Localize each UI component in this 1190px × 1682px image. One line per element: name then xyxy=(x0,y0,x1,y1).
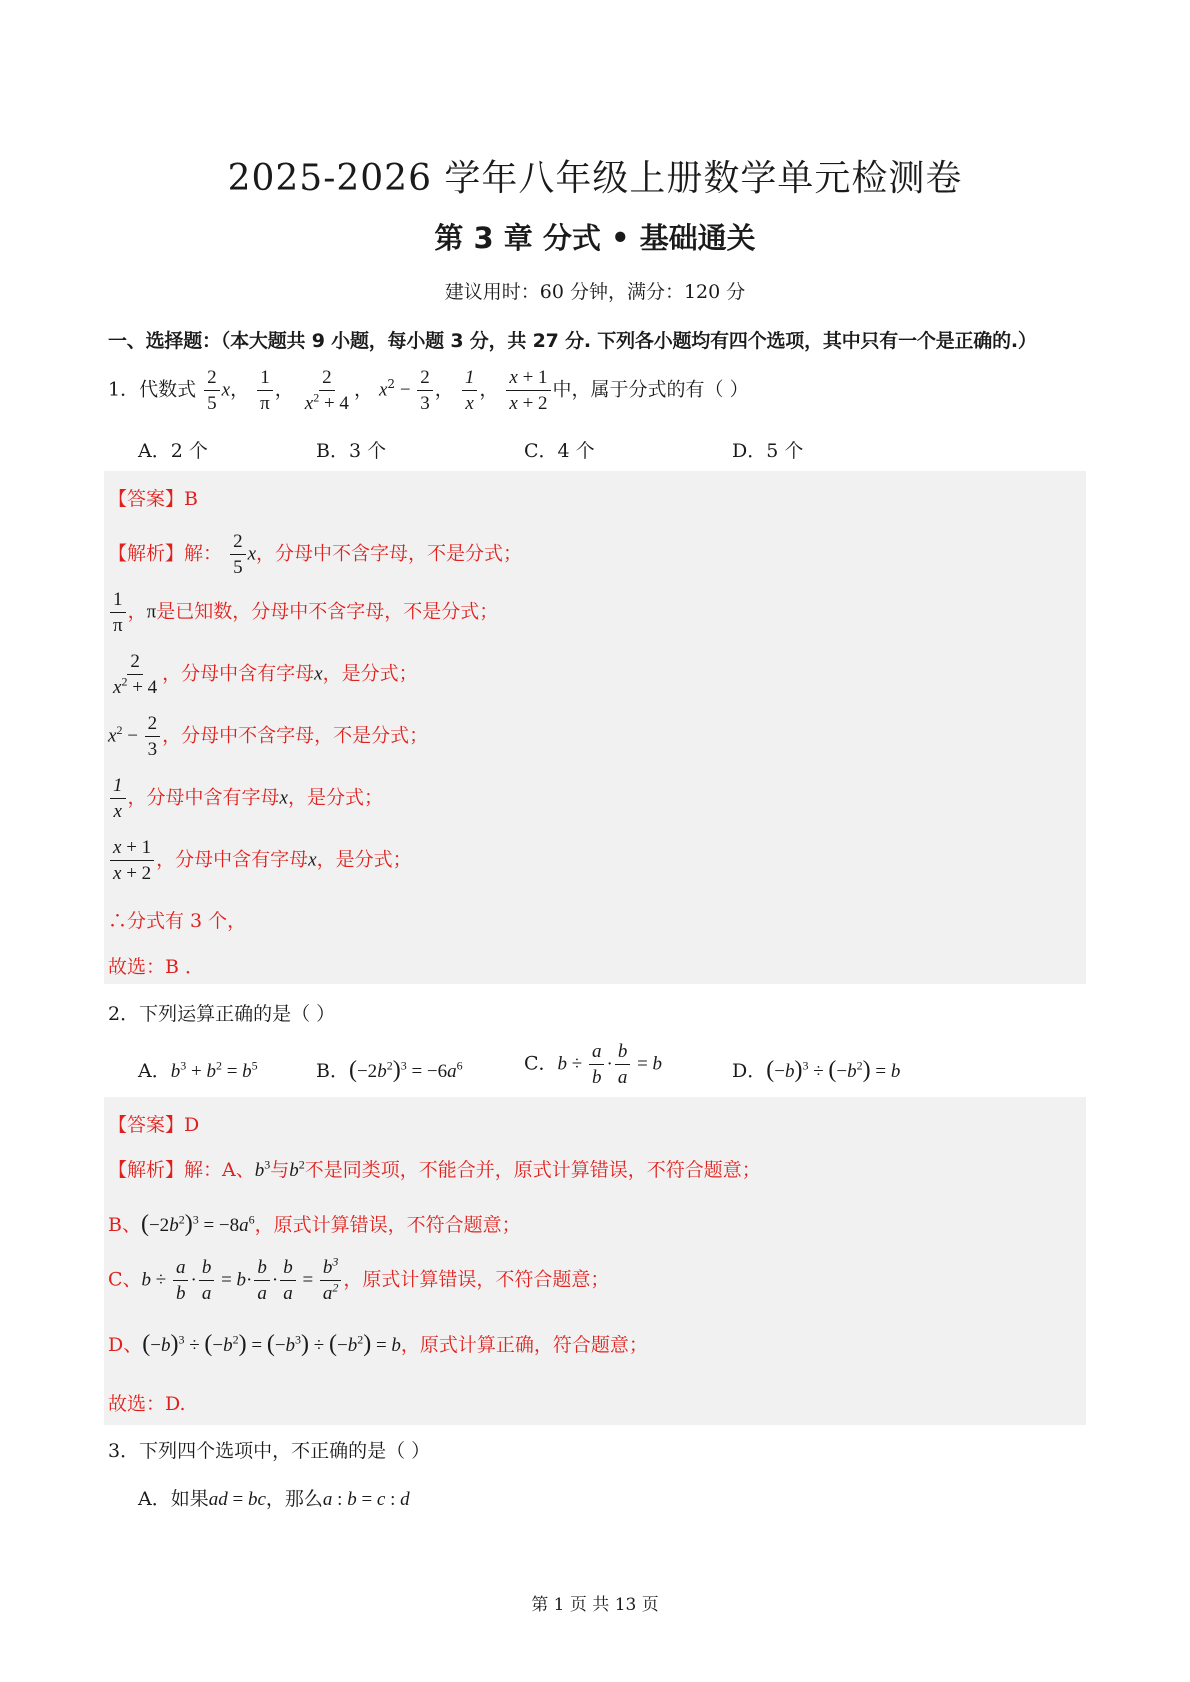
q1-option-a: A．2 个 xyxy=(138,440,208,462)
q1-option-b: B．3 个 xyxy=(316,440,387,462)
q3-option-a: A．如果ad = bc，那么a : b = c : d xyxy=(138,1488,410,1510)
q2-option-a: A．$b^3 + b^2 = b^5$ xyxy=(138,1058,258,1082)
q1-final-choice: 故选：B ． xyxy=(108,956,205,978)
q1-analysis-line-4: $x^2$ − $\frac{2}{3}$ ，分母中不含字母，不是分式； xyxy=(108,713,429,760)
q2-analysis-line-d: D、$(-b)^3 \div (-b^2) = (-b^3) \div (-b^2) = b$，原式计算正确，符合题意； xyxy=(108,1331,648,1357)
q1-analysis-line-3: $\frac{2}{x^2 + 4}$ ，分母中含有字母x，是分式； xyxy=(113,651,418,698)
q1-analysis-line-2: $\frac{1}{\pi}$ ，π是已知数，分母中不含字母，不是分式； xyxy=(108,590,498,635)
question-2-stem: 2．下列运算正确的是（ ） xyxy=(108,1003,336,1025)
question-suffix: 中，属于分式的有（ ） xyxy=(552,378,749,401)
q1-option-d: D．5 个 xyxy=(732,440,804,462)
q2-option-b: B．$(-2b^2)^3 = -6a^6$ xyxy=(316,1057,463,1083)
q1-analysis-line-6: $\frac{x + 1}{x + 2}$ ，分母中含有字母x，是分式； xyxy=(108,838,412,883)
time-info: 建议用时：60 分钟，满分：120 分 xyxy=(444,281,746,303)
question-prefix: 代数式 xyxy=(139,378,197,401)
section-heading: 一、选择题：（本大题共 9 小题，每小题 3 分，共 27 分. 下列各小题均有四个选项，其中只有一个是正确的.） xyxy=(108,330,1037,352)
question-number: 2． xyxy=(108,1003,140,1025)
q1-conclusion: ∴分式有 3 个， xyxy=(108,910,247,932)
q2-analysis-line-a: 【解析】解：A、$b^3$与$b^2$不是同类项，不能合并，原式计算错误，不符合题意； xyxy=(108,1157,761,1181)
q2-option-d: D．$(-b)^3 \div (-b^2) = b$ xyxy=(732,1057,901,1083)
q1-answer: 【答案】B xyxy=(108,488,198,510)
chapter-subtitle: 第 3 章 分式 • 基础通关 xyxy=(434,221,756,255)
question-3-stem: 3．下列四个选项中，不正确的是（ ） xyxy=(108,1440,431,1462)
page-footer: 第 1 页 共 13 页 xyxy=(531,1595,659,1615)
q2-analysis-line-b: B、$(-2b^2)^3 = -8a^6$，原式计算错误，不符合题意； xyxy=(108,1211,521,1237)
page-title: 2025-2026 学年八年级上册数学单元检测卷 xyxy=(227,158,963,199)
question-number: 3． xyxy=(108,1440,140,1462)
q2-option-c: C．b ÷ $\frac{a}{b}$ · $\frac{b}{a}$ = b xyxy=(524,1041,663,1088)
q2-answer: 【答案】D xyxy=(108,1114,200,1136)
q1-analysis-line-5: $\frac{1}{x}$ ，分母中含有字母x，是分式； xyxy=(108,776,383,821)
q2-analysis-line-c: C、b ÷ $\frac{a}{b}$ · $\frac{b}{a}$ = b· $\frac{b}{a}$ · $\frac{b}{a}$ = $\frac{b^3}{a^2}$ ，原式计算错误，不符合题意； xyxy=(108,1254,610,1304)
q1-analysis-line-1: 【解析】解： $\frac{2}{5}$ x，分母中不含字母，不是分式； xyxy=(108,531,523,578)
q2-final-choice: 故选：D. xyxy=(108,1393,186,1415)
question-number: 1． xyxy=(108,378,140,401)
q1-option-c: C．4 个 xyxy=(524,440,595,462)
question-1-stem: 1．代数式 $\frac{2}{5}$ x， $\frac{1}{\pi}$ ， $\frac{2}{x^2 + 4}$ ， $x^2$ − $\frac{2}{3}$ ， $\frac{1}{x}$ ， $\frac{x + 1}{x + 2}$ 中，属于分式的有（ ） xyxy=(108,367,749,414)
